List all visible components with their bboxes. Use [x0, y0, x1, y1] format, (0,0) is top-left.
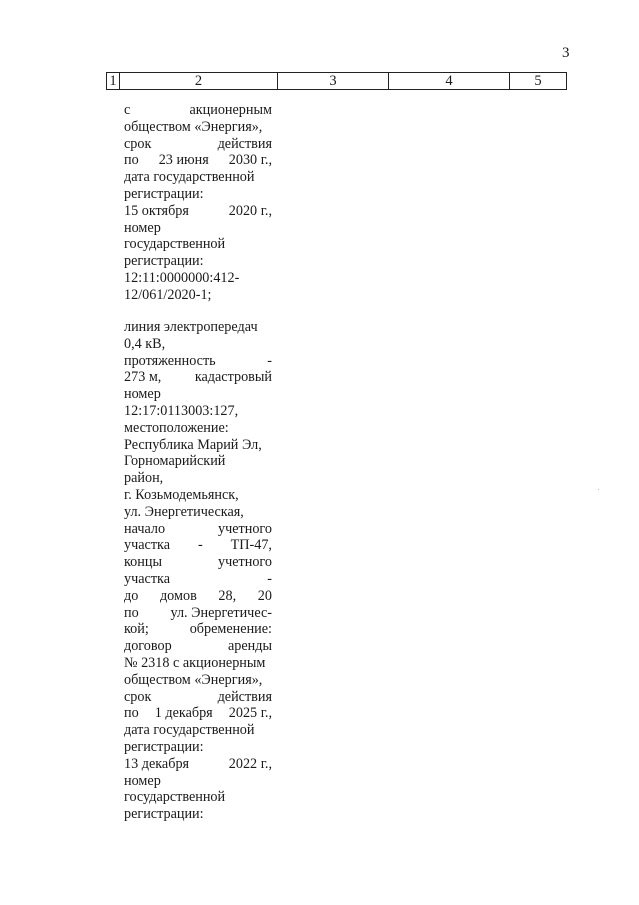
- text-word: дата государственной: [124, 722, 255, 739]
- text-word: регистрации:: [124, 806, 204, 823]
- text-word: протяженность: [124, 352, 216, 369]
- text-line: [124, 621, 272, 638]
- text-line: [124, 236, 272, 253]
- text-word: домов: [159, 587, 197, 604]
- text-word: действия: [217, 688, 272, 705]
- text-word: № 2318 с акционерным: [124, 654, 266, 671]
- text-word: 23 июня: [158, 152, 209, 169]
- text-word: Республика Марий Эл,: [124, 436, 262, 453]
- text-word: 2020 г.,: [228, 202, 272, 219]
- text-word: 2025 г.,: [228, 705, 272, 722]
- text-word: г. Козьмодемьянск,: [124, 486, 239, 503]
- text-word: 12:17:0113003:127,: [124, 402, 239, 419]
- text-line: [124, 119, 272, 136]
- text-word: 2030 г.,: [228, 152, 272, 169]
- text-word: район,: [124, 470, 164, 487]
- text-line: [124, 537, 272, 554]
- text-line: [124, 655, 272, 672]
- text-line: [124, 705, 272, 722]
- text-word: участка: [124, 537, 170, 554]
- text-word: Горномарийский: [124, 453, 226, 470]
- text-word: договор: [124, 638, 172, 655]
- text-line: [124, 203, 272, 220]
- text-word: государственной: [124, 236, 226, 253]
- text-line: [124, 186, 272, 203]
- text-line: [124, 789, 272, 806]
- text-word: 15 октября: [124, 202, 189, 219]
- text-line: [124, 152, 272, 169]
- text-word: регистрации:: [124, 738, 204, 755]
- text-word: обществом «Энергия»,: [124, 118, 263, 135]
- text-line: [124, 554, 272, 571]
- scan-artifact: [598, 489, 599, 490]
- text-line: [124, 369, 272, 386]
- text-word: обществом «Энергия»,: [124, 671, 263, 688]
- column-number-2: 2: [120, 73, 278, 90]
- text-word: кой;: [124, 621, 149, 638]
- text-line: [124, 169, 272, 186]
- text-word: 0,4 кВ,: [124, 335, 166, 352]
- text-line: [124, 420, 272, 437]
- text-word: по: [124, 705, 139, 722]
- text-word: начало: [124, 520, 166, 537]
- column-number-5: 5: [510, 73, 567, 90]
- text-word: 20: [257, 587, 272, 604]
- text-line: [124, 336, 272, 353]
- text-word: 13 декабря: [124, 755, 190, 772]
- column-number-3: 3: [278, 73, 389, 90]
- text-word: ул. Энергетичес-: [170, 604, 272, 621]
- page-number: 3: [562, 45, 570, 61]
- text-word: до: [124, 587, 139, 604]
- text-word: обременение:: [189, 621, 272, 638]
- text-word: концы: [124, 554, 162, 571]
- text-word: ТП-47,: [230, 537, 272, 554]
- text-word: -: [267, 352, 272, 369]
- text-line: [124, 588, 272, 605]
- text-word: 12:11:0000000:412-: [124, 269, 240, 286]
- text-word: номер: [124, 772, 161, 789]
- text-word: акционерным: [189, 102, 272, 118]
- text-word: местоположение:: [124, 419, 229, 436]
- text-line: [124, 739, 272, 756]
- text-line: [124, 136, 272, 153]
- text-word: по: [124, 604, 139, 621]
- text-word: государственной: [124, 789, 226, 806]
- text-word: участка: [124, 570, 170, 587]
- text-word: с: [124, 102, 131, 118]
- text-word: действия: [217, 135, 272, 152]
- text-line: [124, 403, 272, 420]
- text-word: 1 декабря: [154, 705, 213, 722]
- text-line: [124, 504, 272, 521]
- column-number-4: 4: [389, 73, 510, 90]
- text-line: [124, 722, 272, 739]
- text-word: срок: [124, 135, 152, 152]
- text-word: аренды: [227, 638, 272, 655]
- text-line: [124, 773, 272, 790]
- text-word: по: [124, 152, 139, 169]
- text-word: учетного: [218, 520, 272, 537]
- text-word: кадастровый: [194, 369, 272, 386]
- text-line: [124, 470, 272, 487]
- text-word: ул. Энергетическая,: [124, 503, 244, 520]
- text-word: -: [197, 537, 203, 554]
- text-line: [124, 270, 272, 287]
- text-line: [124, 756, 272, 773]
- text-word: срок: [124, 688, 152, 705]
- text-line: [124, 571, 272, 588]
- text-line: [124, 353, 272, 370]
- text-line: [124, 521, 272, 538]
- text-word: линия электропередач: [124, 319, 258, 335]
- text-line: [124, 605, 272, 622]
- text-line: [124, 437, 272, 454]
- encumbrance-text-block: [124, 102, 272, 304]
- text-line: [124, 806, 272, 823]
- text-word: 273 м,: [124, 369, 162, 386]
- text-word: 12/061/2020-1;: [124, 286, 212, 303]
- text-word: дата государственной: [124, 169, 255, 186]
- text-word: номер: [124, 386, 161, 403]
- text-line: [124, 287, 272, 304]
- table-header-row: [106, 72, 567, 90]
- text-word: регистрации:: [124, 185, 204, 202]
- text-line: [124, 487, 272, 504]
- text-line: [124, 672, 272, 689]
- text-line: [124, 453, 272, 470]
- text-word: учетного: [218, 554, 272, 571]
- text-word: -: [267, 570, 272, 587]
- column-number-1: 1: [107, 73, 120, 90]
- power-line-description-block: [124, 319, 272, 823]
- text-word: номер: [124, 219, 161, 236]
- text-line: [124, 102, 272, 119]
- text-line: [124, 638, 272, 655]
- text-word: 28,: [218, 587, 237, 604]
- text-line: [124, 386, 272, 403]
- text-line: [124, 319, 272, 336]
- text-word: регистрации:: [124, 253, 204, 270]
- text-line: [124, 689, 272, 706]
- text-word: 2022 г.,: [228, 755, 272, 772]
- text-line: [124, 220, 272, 237]
- text-line: [124, 253, 272, 270]
